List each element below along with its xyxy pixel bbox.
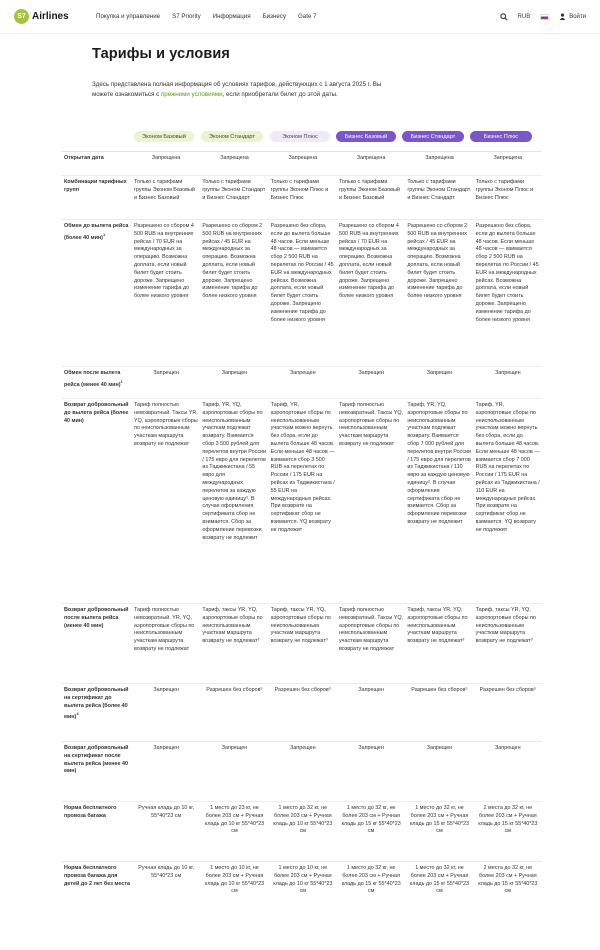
table-cell: Только с тарифами группы Эконом Плюс и Бизнес Плюс xyxy=(269,176,337,220)
table-row xyxy=(62,399,542,604)
table-cell: Запрещен xyxy=(200,742,268,802)
row-label xyxy=(62,604,132,684)
table-cell: Запрещена xyxy=(405,152,473,176)
table-row xyxy=(62,176,542,220)
row-label-text: Возврат добровольный на сертификат до вылета рейса (более 40 мин) xyxy=(64,687,129,721)
row-label xyxy=(62,742,132,802)
table-cell: Запрещен xyxy=(337,367,405,399)
table-cell: 2 места до 32 кг, не более 203 см + Ручная кладь до 15 кг 55*40*23 см xyxy=(474,802,542,862)
search-icon[interactable] xyxy=(500,13,508,21)
table-row xyxy=(62,862,542,922)
currency-selector[interactable]: RUB xyxy=(517,13,531,20)
tariff-conditions-table xyxy=(62,151,542,922)
row-label xyxy=(62,152,132,176)
intro-text-after: , если приобретали билет до этой даты. xyxy=(222,91,338,98)
row-label-text: Обмен до вылета рейса (более 40 мин) xyxy=(64,223,129,241)
table-cell: Тариф, таксы YR, YQ, аэропортовые сборы по неиспользованным участкам маршрута возврату не подлежат³ xyxy=(474,604,542,684)
s7-logo-mark: S7 xyxy=(14,9,29,24)
table-cell: Разрешено без сбора, если до вылета больше 48 часов. Если меньше 48 часов — взимается сбор 2 500 RUB на перелетах по России / 45 EUR на международных рейсах. Возможна доплата, если новый билет будет стоить дороже. Запрещено изменение тарифа до более низкого уровня xyxy=(269,220,337,367)
table-cell: Только с тарифами группы Эконом Базовый и Бизнес Базовый xyxy=(132,176,200,220)
table-cell: Тариф полностью невозвратный. Таксы YQ, аэропортовые сборы по неиспользованным участкам маршрута возврату не подлежат xyxy=(337,604,405,684)
nav-item-information[interactable]: Информация xyxy=(212,13,251,20)
table-cell: 1 место до 10 кг, не более 203 см + Ручная кладь до 10 кг 55*40*23 см xyxy=(269,862,337,922)
table-cell: 1 место до 32 кг, не более 203 см + Ручная кладь до 15 кг 55*40*23 см xyxy=(337,862,405,922)
table-cell: Разрешен без сборов⁵ xyxy=(269,684,337,742)
tariff-header xyxy=(0,131,600,145)
table-cell: Запрещен xyxy=(474,367,542,399)
table-cell: Запрещен xyxy=(269,367,337,399)
table-cell: 1 место до 23 кг, не более 203 см + Ручная кладь до 10 кг 55*40*23 см xyxy=(200,802,268,862)
table-cell: 1 место до 32 кг, не более 203 см + Ручная кладь до 10 кг 55*40*23 см xyxy=(269,802,337,862)
table-cell: Тариф полностью невозвратный. Таксы YQ, аэропортовые сборы по неиспользованным участкам маршрута возврату не подлежат xyxy=(337,399,405,604)
footnote-mark: 1 xyxy=(120,378,123,384)
row-label xyxy=(62,220,132,367)
table-cell: Тариф, таксы YR, YQ, аэропортовые сборы по неиспользованным участкам маршрута возврату не подлежат³ xyxy=(200,604,268,684)
table-cell: Тариф полностью невозвратный. Таксы YR, YQ, аэропортовые сборы по неиспользованным участкам маршрута возврату не подлежат xyxy=(132,399,200,604)
table-cell: Запрещен xyxy=(132,367,200,399)
table-cell: 1 место до 32 кг, не более 203 см + Ручная кладь до 15 кг 55*40*23 см xyxy=(337,802,405,862)
row-label-text: Норма бесплатного провоза багажа для детей до 2 лет без места xyxy=(64,865,130,887)
table-cell: Только с тарифами группы Эконом Базовый и Бизнес Базовый xyxy=(337,176,405,220)
login-button[interactable] xyxy=(559,13,586,20)
table-row xyxy=(62,742,542,802)
row-label xyxy=(62,367,132,399)
table-cell: Запрещен xyxy=(474,742,542,802)
tariff-pill-economy-plus: Эконом Плюс xyxy=(270,131,330,142)
footnote-mark: 4 xyxy=(76,711,79,717)
table-row xyxy=(62,220,542,367)
table-cell: Запрещен xyxy=(132,742,200,802)
nav-item-business[interactable]: Бизнесу xyxy=(262,13,286,20)
row-label-text: Норма бесплатного провоза багажа xyxy=(64,805,117,819)
row-label-text: Возврат добровольный после вылета рейса (менее 40 мин) xyxy=(64,607,129,629)
table-cell: Запрещен xyxy=(132,684,200,742)
header-tools xyxy=(500,13,586,21)
tariff-pill-business-basic: Бизнес Базовый xyxy=(336,131,396,142)
table-cell: Тариф, таксы YR, YQ, аэропортовые сборы по неиспользованным участкам маршрута возврату не подлежат³ xyxy=(269,604,337,684)
table-cell: Разрешен без сборов⁵ xyxy=(405,684,473,742)
row-label-text: Комбинации тарифных групп xyxy=(64,179,127,193)
table-cell: Запрещен xyxy=(200,367,268,399)
table-row xyxy=(62,604,542,684)
tariff-pill-business-plus: Бизнес Плюс xyxy=(470,131,532,142)
page-title: Тарифы и условия xyxy=(92,46,230,62)
language-flag-icon[interactable] xyxy=(540,14,549,20)
table-cell: Разрешено без сбора, если до вылета больше 48 часов. Если меньше 48 часов — взимается сбор 2 500 RUB на перелетах по России / 45 EUR на международных рейсах. Возможна доплата, если новый билет будет стоить дороже. Запрещено изменение тарифа до более низкого уровня xyxy=(474,220,542,367)
table-cell: Запрещена xyxy=(474,152,542,176)
brand-name: Airlines xyxy=(32,11,69,22)
row-label-text: Обмен после вылета рейса (менее 40 мин) xyxy=(64,370,121,388)
table-cell: Запрещена xyxy=(200,152,268,176)
table-cell: Разрешено со сбором 2 500 RUB на внутренних рейсах / 45 EUR на международных за операцию. Возможна доплата, если новый билет будет стоить дороже. Запрещено изменение тарифа до более низкого уровня xyxy=(405,220,473,367)
login-label: Войти xyxy=(569,13,586,20)
table-cell: Тариф, таксы YR, YQ, аэропортовые сборы по неиспользованным участкам маршрута возврату не подлежат³ xyxy=(405,604,473,684)
row-label xyxy=(62,802,132,862)
table-cell: Только с тарифами группы Эконом Стандарт и Бизнес Стандарт xyxy=(200,176,268,220)
table-cell: Тариф, YR, аэропортовые сборы по неиспользованным участкам можно вернуть без сбора, если до вылета больше 48 часов. Если меньше 48 часов — взимается сбор 7 000 RUB на перелетах по России / 175 EUR на рейсах из Таджикистана / 110 EUR на международных рейсах. При возврате на сертификат сбор не взимается. YQ возврату не подлежит xyxy=(474,399,542,604)
table-cell: Только с тарифами группы Эконом Плюс и Бизнес Плюс xyxy=(474,176,542,220)
row-label xyxy=(62,684,132,742)
table-cell: Только с тарифами группы Эконом Стандарт и Бизнес Стандарт xyxy=(405,176,473,220)
nav-item-gate7[interactable]: Gate 7 xyxy=(297,13,317,20)
row-label xyxy=(62,176,132,220)
table-row xyxy=(62,802,542,862)
tariff-pill-business-standard: Бизнес Стандарт xyxy=(402,131,464,142)
table-cell: Разрешен без сборов⁵ xyxy=(474,684,542,742)
table-cell: Тариф, YR, YQ, аэропортовые сборы по неиспользованным участкам подлежат возврату. Взимается сбор 7 000 рублей для перелетов внутри России / 175 евро для перелетов из Таджикистана / 110 евро за каждую ценовую единицу². В случае оформления сертификата сбор не взимается. Сбор за оформление перевозки возврату не подлежит xyxy=(405,399,473,604)
table-cell: Тариф, YR, YQ, аэропортовые сборы по неиспользованным участкам подлежат возврату. Взимается сбор 3 500 рублей для перелетов внутри России / 175 евро для перелетов из Таджикистана / 55 евро для международных перелетов за каждую ценовую единицу². В случае оформления сертификата сбор не взимается. Сбор за оформление перевозки возврату не подлежит xyxy=(200,399,268,604)
nav-item-s7-priority[interactable]: S7 Priority xyxy=(172,13,201,20)
table-row xyxy=(62,367,542,399)
table-cell: Запрещен xyxy=(337,742,405,802)
row-label-text: Открытая дата xyxy=(64,155,104,161)
table-cell: Разрешено со сбором 4 500 RUB на внутренних рейсах / 70 EUR на международных за операцию. Возможна доплата, если новый билет будет стоить дороже. Запрещено изменение тарифа до более низкого уровня xyxy=(337,220,405,367)
table-cell: Запрещена xyxy=(132,152,200,176)
row-label-text: Возврат добровольный на сертификат после вылета рейса (менее 40 мин) xyxy=(64,745,129,775)
main-nav xyxy=(96,13,329,20)
table-cell: Разрешено со сбором 2 500 RUB на внутренних рейсах / 45 EUR на международных за операцию. Возможна доплата, если новый билет будет стоить дороже. Запрещено изменение тарифа до более низкого уровня xyxy=(200,220,268,367)
row-label xyxy=(62,862,132,922)
table-cell: 1 место до 32 кг, не более 203 см + Ручная кладь до 15 кг 55*40*23 см xyxy=(405,862,473,922)
nav-item-purchase[interactable]: Покупка и управление xyxy=(96,13,161,20)
table-cell: Запрещена xyxy=(269,152,337,176)
table-cell: Запрещен xyxy=(405,742,473,802)
table-row xyxy=(62,152,542,176)
table-cell: Тариф, YR, аэропортовые сборы по неиспользованным участкам можно вернуть без сбора, если до вылета больше 48 часов. Если меньше 48 часов — взимается сбор 3 500 RUB на перелетах по России / 175 EUR на рейсах из Таджикистана / 55 EUR на международных рейсах. При возврате на сертификат сбор не взимается. YQ возврату не подлежит xyxy=(269,399,337,604)
tariff-pill-economy-standard: Эконом Стандарт xyxy=(201,131,263,142)
table-cell: 2 места до 32 кг, не более 203 см + Ручная кладь до 15 кг 55*40*23 см xyxy=(474,862,542,922)
table-cell: 1 место до 32 кг, не более 203 см + Ручная кладь до 15 кг 55*40*23 см xyxy=(405,802,473,862)
s7-logo[interactable] xyxy=(14,9,96,24)
table-cell: 1 место до 10 кг, не более 203 см + Ручная кладь до 10 кг 55*40*23 см xyxy=(200,862,268,922)
footnote-mark: 1 xyxy=(102,231,106,237)
table-cell: Тариф полностью невозвратный. YR, YQ, аэропортовые сборы по неиспользованным участкам маршрута возврату не подлежат xyxy=(132,604,200,684)
row-label xyxy=(62,399,132,604)
previous-conditions-link[interactable]: прежними условиями xyxy=(160,91,223,98)
table-cell: Разрешено со сбором 4 500 RUB на внутренних рейсах / 70 EUR на международных за операцию. Возможна доплата, если новый билет будет стоить дороже. Запрещено изменение тарифа до более низкого уровня xyxy=(132,220,200,367)
top-header xyxy=(0,0,600,34)
user-icon xyxy=(559,13,566,20)
page-intro xyxy=(92,80,382,100)
row-label-text: Возврат добровольный до вылета рейса (более 40 мин) xyxy=(64,402,129,424)
table-cell: Запрещен xyxy=(269,742,337,802)
table-cell: Запрещен xyxy=(337,684,405,742)
table-cell: Ручная кладь до 10 кг, 55*40*23 см xyxy=(132,802,200,862)
tariff-pill-economy-basic: Эконом Базовый xyxy=(134,131,194,142)
table-cell: Запрещена xyxy=(337,152,405,176)
intro-text-before: Здесь представлена полная информация об условиях тарифов, действующих с 1 августа 2025 г. Вы можете ознакомиться с xyxy=(92,81,382,98)
table-cell: Разрешен без сборов⁵ xyxy=(200,684,268,742)
table-row xyxy=(62,684,542,742)
table-cell: Ручная кладь до 10 кг, 55*40*23 см xyxy=(132,862,200,922)
table-cell: Запрещен xyxy=(405,367,473,399)
